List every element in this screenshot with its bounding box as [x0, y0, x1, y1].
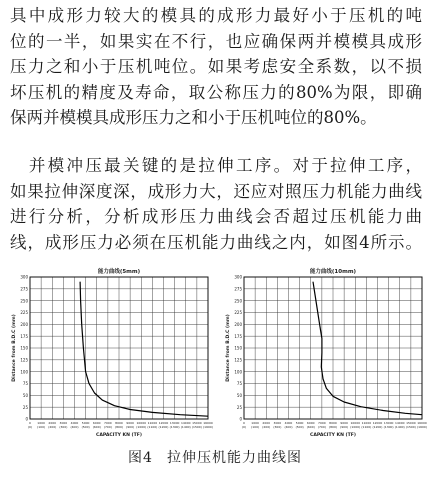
- y-tick-label: 275: [234, 286, 242, 292]
- x-tick-label: 9000: [340, 421, 348, 425]
- x-tick-label: 13000: [383, 421, 394, 425]
- x-tick-sublabel: (100): [251, 425, 260, 429]
- y-tick-label: 250: [20, 298, 28, 304]
- y-tick-label: 25: [236, 404, 242, 410]
- x-tick-label: 7000: [104, 421, 112, 425]
- text-line: 线，成形压力必须在压机能力曲线之内，如图4所示。: [10, 232, 422, 252]
- y-tick-label: 75: [236, 381, 242, 387]
- text-line: 如果拉伸深度深，成形力大，还应对照压力机能力曲线: [10, 181, 422, 201]
- capacity-curve: [80, 282, 208, 417]
- x-tick-label: 7000: [318, 421, 326, 425]
- x-tick-sublabel: (0): [241, 425, 247, 429]
- x-tick-label: 10000: [350, 421, 361, 425]
- y-tick-label: 150: [20, 345, 28, 351]
- x-tick-label: 2000: [48, 421, 57, 425]
- y-axis-label: Distance from B.D.C (mm): [12, 314, 17, 382]
- text-line: 坏压机的精度及寿命，取公称压力的80%为限，即确: [10, 82, 422, 102]
- x-tick-label: 1000: [251, 421, 259, 425]
- x-tick-label: 5000: [295, 421, 304, 425]
- x-tick-sublabel: (1500): [405, 425, 416, 429]
- x-tick-label: 14000: [180, 421, 191, 425]
- x-tick-sublabel: (100): [37, 425, 46, 429]
- x-tick-label: 0: [29, 421, 31, 425]
- x-tick-sublabel: (1200): [158, 425, 169, 429]
- y-tick-label: 225: [20, 310, 28, 316]
- x-tick-label: 3000: [273, 421, 282, 425]
- y-tick-label: 175: [234, 333, 242, 339]
- y-tick-label: 0: [239, 416, 242, 422]
- x-tick-sublabel: (1200): [372, 425, 383, 429]
- text-line: 压力之和小于压机吨位。如果考虑安全系数，以不损: [10, 57, 422, 76]
- y-tick-label: 25: [22, 404, 28, 410]
- x-tick-label: 15000: [406, 421, 416, 425]
- y-tick-label: 100: [234, 369, 242, 375]
- y-tick-label: 0: [25, 416, 28, 422]
- x-tick-sublabel: (400): [70, 425, 79, 429]
- x-tick-sublabel: (1300): [169, 425, 180, 429]
- x-tick-sublabel: (500): [295, 425, 304, 429]
- capacity-chart-svg: [222, 265, 427, 445]
- x-tick-sublabel: (800): [328, 425, 338, 429]
- x-tick-sublabel: (1400): [394, 425, 405, 429]
- x-tick-label: 16000: [203, 421, 213, 425]
- y-tick-label: 100: [20, 369, 28, 375]
- x-tick-sublabel: (900): [340, 425, 349, 429]
- paragraph-2: [10, 153, 422, 255]
- x-tick-sublabel: (1000): [136, 425, 147, 429]
- x-tick-label: 4000: [284, 421, 293, 425]
- figure-number: 图4: [128, 450, 153, 466]
- x-tick-label: 11000: [147, 421, 158, 425]
- x-tick-sublabel: (1300): [383, 425, 394, 429]
- x-tick-sublabel: (200): [262, 425, 271, 429]
- x-tick-sublabel: (1000): [350, 425, 361, 429]
- y-tick-label: 50: [22, 392, 28, 398]
- x-tick-sublabel: (600): [92, 425, 101, 429]
- x-tick-label: 6000: [92, 421, 101, 425]
- paragraph-1: [10, 3, 422, 131]
- x-tick-sublabel: (1100): [147, 425, 158, 429]
- y-tick-label: 250: [234, 298, 242, 304]
- x-tick-sublabel: (600): [306, 425, 315, 429]
- text-line: 保两并模模具成形压力之和小于压机吨位的80%。: [10, 108, 377, 127]
- y-tick-label: 300: [234, 274, 242, 280]
- x-tick-label: 6000: [306, 421, 315, 425]
- x-tick-label: 8000: [115, 421, 123, 425]
- x-tick-sublabel: (0): [27, 425, 33, 429]
- figure-caption: [0, 448, 430, 468]
- text-line: 并模冲压最关键的是拉伸工序。对于拉伸工序，: [10, 156, 422, 175]
- x-tick-label: 8000: [329, 421, 337, 425]
- y-tick-label: 75: [22, 381, 28, 387]
- x-tick-sublabel: (1400): [180, 425, 191, 429]
- y-tick-label: 200: [234, 321, 242, 327]
- x-tick-sublabel: (700): [317, 425, 326, 429]
- x-tick-sublabel: (300): [59, 425, 68, 429]
- x-tick-label: 4000: [70, 421, 79, 425]
- y-tick-label: 125: [234, 357, 242, 363]
- x-tick-sublabel: (1100): [361, 425, 372, 429]
- chart-title: 能力曲线(5mm): [97, 269, 141, 275]
- x-tick-sublabel: (1600): [203, 425, 213, 429]
- y-tick-label: 175: [20, 333, 28, 339]
- x-tick-sublabel: (1600): [417, 425, 427, 429]
- text-line: 进行分析，分析成形压力曲线会否超过压机能力曲: [10, 207, 422, 226]
- x-tick-label: 11000: [361, 421, 372, 425]
- x-tick-label: 12000: [372, 421, 383, 425]
- x-axis-label: CAPACITY KN (TF): [309, 433, 357, 438]
- x-tick-label: 9000: [126, 421, 134, 425]
- x-tick-label: 1000: [37, 421, 45, 425]
- x-tick-sublabel: (500): [81, 425, 90, 429]
- y-axis-label: Distance from B.D.C (mm): [226, 314, 231, 382]
- y-tick-label: 225: [234, 310, 242, 316]
- y-tick-label: 125: [20, 357, 28, 363]
- x-tick-label: 13000: [169, 421, 180, 425]
- text-line: 位的一半，如果实在不行，也应确保两并模模具成形: [10, 31, 422, 51]
- y-tick-label: 275: [20, 286, 28, 292]
- chart-title: 能力曲线(10mm): [309, 269, 357, 275]
- y-tick-label: 200: [20, 321, 28, 327]
- x-tick-sublabel: (800): [114, 425, 124, 429]
- x-tick-sublabel: (300): [273, 425, 282, 429]
- x-tick-sublabel: (200): [48, 425, 57, 429]
- y-tick-label: 300: [20, 274, 28, 280]
- capacity-chart-right: [222, 265, 427, 445]
- x-tick-sublabel: (700): [103, 425, 112, 429]
- x-tick-label: 10000: [136, 421, 147, 425]
- y-tick-label: 50: [236, 392, 242, 398]
- x-tick-label: 15000: [192, 421, 202, 425]
- x-axis-label: CAPACITY KN (TF): [95, 433, 143, 438]
- x-tick-label: 5000: [81, 421, 90, 425]
- x-tick-label: 16000: [417, 421, 427, 425]
- text-line: 具中成形力较大的模具的成形力最好小于压机的吨: [10, 6, 422, 25]
- x-tick-label: 2000: [262, 421, 271, 425]
- x-tick-label: 0: [243, 421, 245, 425]
- x-tick-sublabel: (400): [284, 425, 293, 429]
- capacity-chart-left: [8, 265, 213, 445]
- x-tick-label: 14000: [394, 421, 405, 425]
- y-tick-label: 150: [234, 345, 242, 351]
- x-tick-label: 3000: [59, 421, 68, 425]
- capacity-chart-svg: [8, 265, 213, 445]
- x-tick-sublabel: (900): [126, 425, 135, 429]
- figure-title: 拉伸压机能力曲线图: [166, 450, 302, 466]
- x-tick-sublabel: (1500): [191, 425, 202, 429]
- x-tick-label: 12000: [158, 421, 169, 425]
